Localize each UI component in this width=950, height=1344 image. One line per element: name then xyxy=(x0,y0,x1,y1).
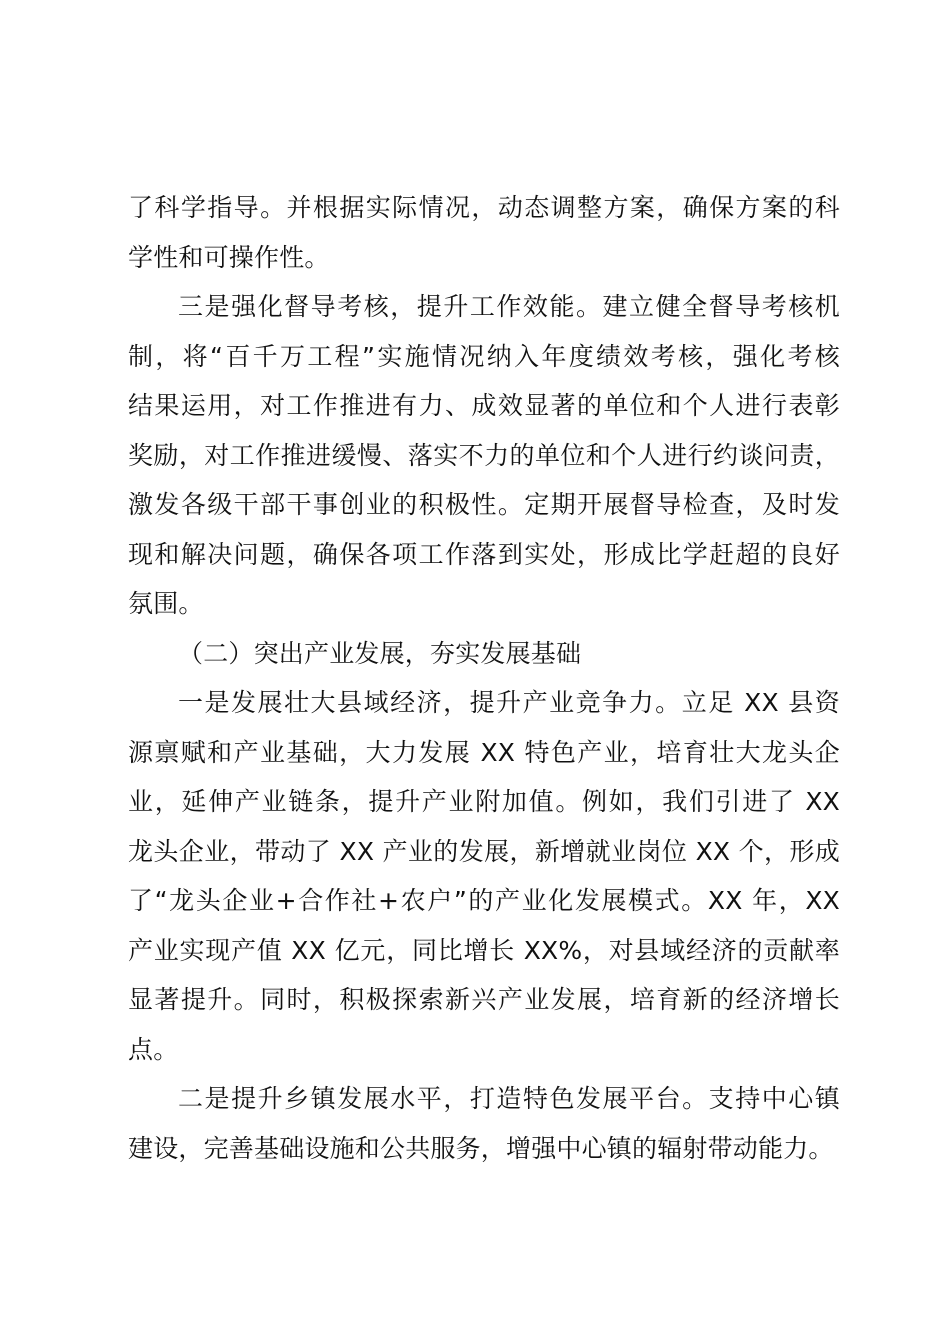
text-line: 制，将“百千万工程”实施情况纳入年度绩效考核，强化考核 xyxy=(128,341,840,371)
document-body xyxy=(128,183,840,1173)
text-line: 业，延伸产业链条，提升产业附加值。例如，我们引进了 XX xyxy=(128,787,840,816)
text-line: 一是发展壮大县域经济，提升产业竞争力。立足 XX 县资 xyxy=(178,688,840,717)
section-heading-text: （二）突出产业发展，夯实发展基础 xyxy=(178,638,582,668)
text-line: 了科学指导。并根据实际情况，动态调整方案，确保方案的科 xyxy=(128,193,840,222)
paragraph-township-development xyxy=(128,1074,840,1173)
text-line: 学性和可操作性。 xyxy=(128,242,330,272)
paragraph-county-economy xyxy=(128,678,840,1074)
text-line: 奖励，对工作推进缓慢、落实不力的单位和个人进行约谈问责， xyxy=(128,440,840,470)
section-heading xyxy=(128,629,840,679)
text-line: 龙头企业，带动了 XX 产业的发展，新增就业岗位 XX 个，形成 xyxy=(128,836,840,866)
text-line: 源禀赋和产业基础，大力发展 XX 特色产业，培育壮大龙头企 xyxy=(128,737,840,767)
text-line: 现和解决问题，确保各项工作落到实处，形成比学赶超的良好 xyxy=(128,539,840,569)
text-line: 产业实现产值 XX 亿元，同比增长 XX%，对县域经济的贡献率 xyxy=(128,935,840,965)
text-line: 显著提升。同时，积极探索新兴产业发展，培育新的经济增长 xyxy=(128,985,840,1014)
text-line: 了“龙头企业+合作社+农户”的产业化发展模式。XX 年，XX xyxy=(128,886,840,915)
text-line: 激发各级干部干事创业的积极性。定期开展督导检查，及时发 xyxy=(128,490,840,519)
text-line: 三是强化督导考核，提升工作效能。建立健全督导考核机 xyxy=(178,292,840,321)
text-line: 二是提升乡镇发展水平，打造特色发展平台。支持中心镇 xyxy=(178,1084,840,1113)
paragraph-supervision-assessment xyxy=(128,282,840,629)
paragraph-scientific-guidance xyxy=(128,183,840,282)
text-line: 点。 xyxy=(128,1034,179,1064)
text-line: 结果运用，对工作推进有力、成效显著的单位和个人进行表彰 xyxy=(128,391,840,420)
text-line: 建设，完善基础设施和公共服务，增强中心镇的辐射带动能力。 xyxy=(128,1133,834,1163)
text-line: 氛围。 xyxy=(128,589,204,618)
